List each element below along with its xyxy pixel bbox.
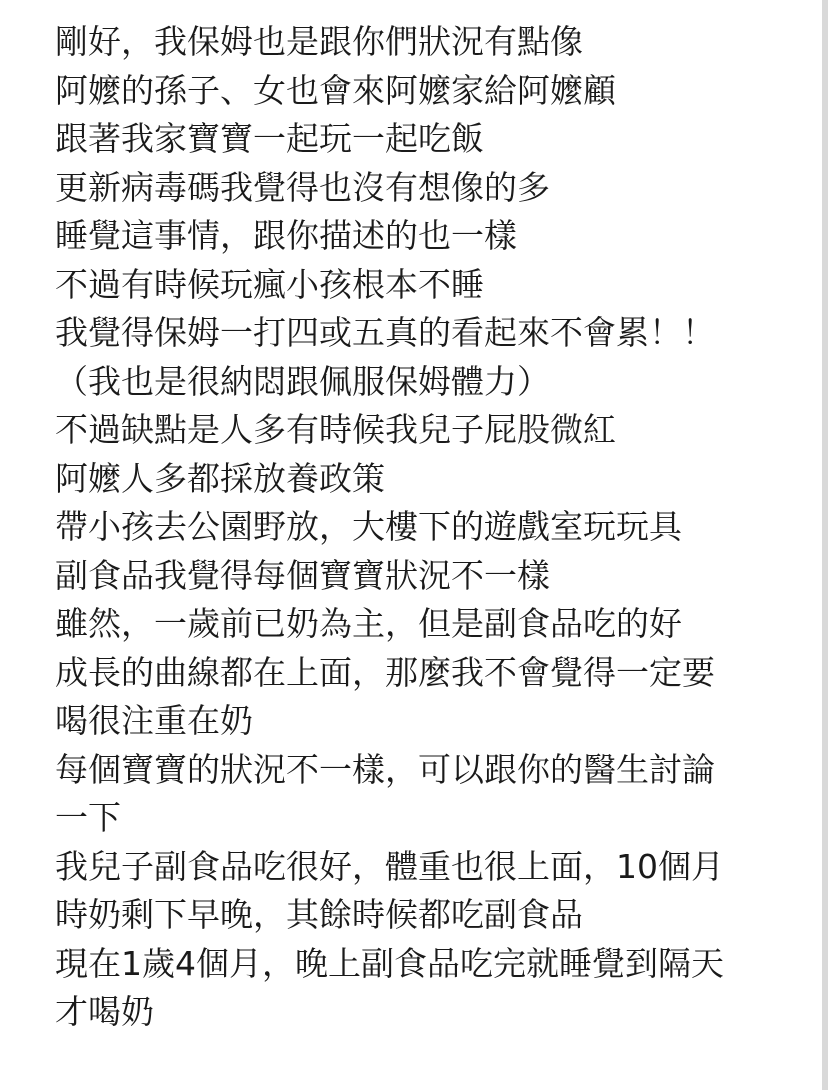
scrollbar-track[interactable] bbox=[822, 0, 828, 1090]
post-line: 阿嬤的孫子、女也會來阿嬤家給阿嬤顧 bbox=[55, 70, 616, 110]
post-line: 睡覺這事情，跟你描述的也一樣 bbox=[55, 216, 517, 255]
post-line: 我兒子副食品吃很好，體重也很上面，10個月 bbox=[55, 846, 724, 886]
post-line: 現在1歲4個月，晚上副食品吃完就睡覺到隔天 bbox=[55, 943, 724, 983]
post-line: 不過缺點是人多有時候我兒子屁股微紅 bbox=[55, 410, 616, 449]
post-line: 喝很注重在奶 bbox=[55, 701, 253, 740]
post-line: 剛好，我保姆也是跟你們狀況有點像 bbox=[55, 22, 583, 61]
post-line: 雖然，一歲前已奶為主，但是副食品吃的好 bbox=[55, 604, 682, 643]
post-line: （我也是很納悶跟佩服保姆體力） bbox=[55, 361, 550, 401]
post-line: 才喝奶 bbox=[55, 992, 154, 1031]
post-line: 帶小孩去公園野放，大樓下的遊戲室玩玩具 bbox=[55, 507, 682, 546]
post-line: 時奶剩下早晚，其餘時候都吃副食品 bbox=[55, 895, 583, 934]
post-line: 成長的曲線都在上面，那麼我不會覺得一定要 bbox=[55, 652, 715, 692]
post-line: 更新病毒碼我覺得也沒有想像的多 bbox=[55, 167, 550, 207]
post-line: 跟著我家寶寶一起玩一起吃飯 bbox=[55, 119, 484, 158]
post-line: 阿嬤人多都採放養政策 bbox=[55, 458, 385, 498]
post-line: 不過有時候玩瘋小孩根本不睡 bbox=[55, 264, 484, 304]
post-body bbox=[55, 18, 775, 1037]
post-line: 一下 bbox=[55, 798, 121, 837]
post-line: 每個寶寶的狀況不一樣，可以跟你的醫生討論 bbox=[55, 749, 715, 789]
post-line: 副食品我覺得每個寶寶狀況不一樣 bbox=[55, 555, 550, 595]
post-line: 我覺得保姆一打四或五真的看起來不會累！！ bbox=[55, 313, 715, 352]
